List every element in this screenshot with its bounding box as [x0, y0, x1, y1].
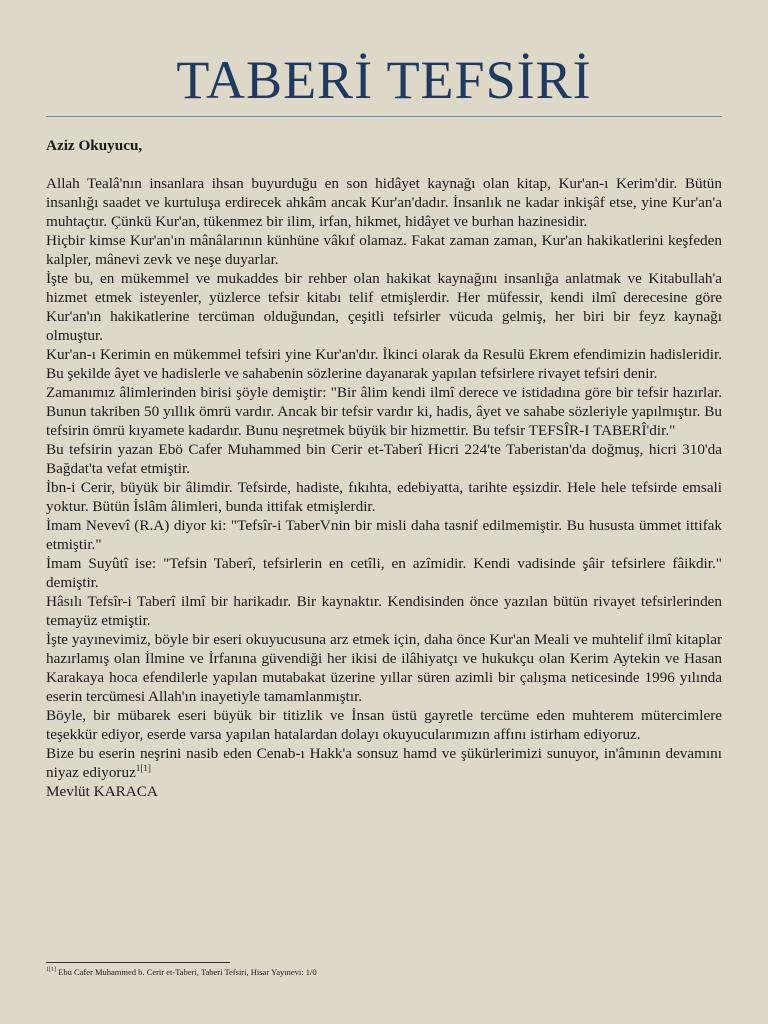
paragraph: İmam Suyûtî ise: "Tefsin Taberî, tefsirlerin en cetîli, en azîmidir. Kendi vadisinde şâir tefsirlere fâikdir." demiştir.: [46, 555, 722, 591]
body-text: [46, 136, 722, 801]
page-title: TABERİ TEFSİRİ: [176, 50, 592, 110]
footnote-marker: 1[1]: [46, 967, 56, 974]
paragraph: Hâsılı Tefsîr-i Taberî ilmî bir harikadır. Bir kaynaktır. Kendisinden önce yazılan bütün rivayet tefsirlerinden temayüz etmiştir.: [46, 593, 722, 629]
salutation: Aziz Okuyucu,: [46, 137, 143, 154]
footnote-reference[interactable]: 1[1]: [135, 762, 151, 773]
paragraph: İşte bu, en mükemmel ve mukaddes bir rehber olan hakikat kaynağını insanlığa anlatmak ve Kitabullah'a hizmet etmek isteyenler, yüzlerce tefsir kitabı telif etmişlerdir. Her müfessir, kendi ilmî derecesine göre Kur'an'ın hakikatlerine tercüman olduğundan, çeşitli tefsirler vücuda gelmiş, her biri bir feyz kaynağı olmuştur.: [46, 270, 722, 344]
closing-text: Bize bu eserin neşrini nasib eden Cenab-ı Hakk'a sonsuz hamd ve şükürlerimizi sunuyor, in'âmının devamını niyaz ediyoruz: [46, 745, 722, 781]
title-underline: [46, 116, 722, 117]
paragraph: İmam Nevevî (R.A) diyor ki: "Tefsîr-i TaberVnin bir misli daha tasnif edilmemiştir. Bu hususta ümmet ittifak etmiştir.": [46, 517, 722, 553]
footnote: [46, 967, 722, 978]
signature: Mevlüt KARACA: [46, 783, 158, 800]
closing-paragraph: [46, 744, 722, 782]
paragraph: Allah Tealâ'nın insanlara ihsan buyurduğu en son hidâyet kaynağı olan kitap, Kur'an-ı Kerim'dir. Bütün insanlığı saadet ve kurtuluşa erdirecek ahkâm ancak Kur'an'dadır. İnsanlık ne kadar inkişâf etse, yine Kur'an'a muhtaçtır. Çünkü Kur'an, tükenmez bir ilim, irfan, hikmet, hidâyet ve burhan hazinesidir.: [46, 175, 722, 230]
paragraph: İbn-i Cerir, büyük bir âlimdir. Tefsirde, hadiste, fıkıhta, edebiyatta, tarihte eşsizdir. Hele hele tefsirde emsali yoktur. Bütün İslâm âlimleri, bunda ittifak etmişlerdir.: [46, 479, 722, 515]
paragraph: Böyle, bir mübarek eseri büyük bir titizlik ve İnsan üstü gayretle tercüme eden muhterem mütercimlere teşekkür ediyor, eserde varsa yapılan hatalardan dolayı okuyucularımızın affını istirham ediyoruz.: [46, 707, 722, 743]
paragraph: Hiçbir kimse Kur'an'ın mânâlarının künhüne vâkıf olamaz. Fakat zaman zaman, Kur'an hakikatlerini keşfeden kalpler, mânevi zevk ve neşe duyarlar.: [46, 232, 722, 268]
paragraph: İşte yayınevimiz, böyle bir eseri okuyucusuna arz etmek için, daha önce Kur'an Meali ve muhtelif ilmî kitaplar hazırlamış olan İlmine ve İrfanına güvendiği her ikisi de ilâhiyatçı ve hukukçu olan Kerim Aytekin ve Hasan Karakaya hoca efendilerle yapılan mutabakat üzerine yıllar süren azimli bir çalışma neticesinde 1996 yılında eserin tercümesi Allah'ın inayetiyle tamamlanmıştır.: [46, 631, 722, 705]
paragraph: Bu tefsirin yazan Ebö Cafer Muhammed bin Cerir et-Taberî Hicri 224'te Taberistan'da doğmuş, hicri 310'da Bağdat'ta vefat etmiştir.: [46, 441, 722, 477]
footnote-text: Ebu Cafer Muhammed b. Cerir et-Taberi, Taberi Tefsiri, Hisar Yayınevi: 1/0: [58, 967, 317, 977]
paragraph: Zamanımız âlimlerinden birisi şöyle demiştir: "Bir âlim kendi ilmî derece ve istidadına göre bir tefsir hazırlar. Bunun takriben 50 yıllık ömrü vardır. Ancak bir tefsir vardır ki, hadis, âyet ve sahabe sözleriyle yapılmıştır. Bu tefsirin ömrü kıyamete kadardır. Bunu neşretmek büyük bir hizmettir. Bu tefsir TEFSÎR-I TABERÎ'dir.": [46, 384, 722, 439]
footnote-separator: [46, 962, 230, 963]
paragraph: Kur'an-ı Kerimin en mükemmel tefsiri yine Kur'an'dır. İkinci olarak da Resulü Ekrem efendimizin hadisleridir. Bu şekilde âyet ve hadislerle ve sahabenin sözlerine dayanarak yapılan tefsirlere rivayet tefsiri denir.: [46, 346, 722, 382]
